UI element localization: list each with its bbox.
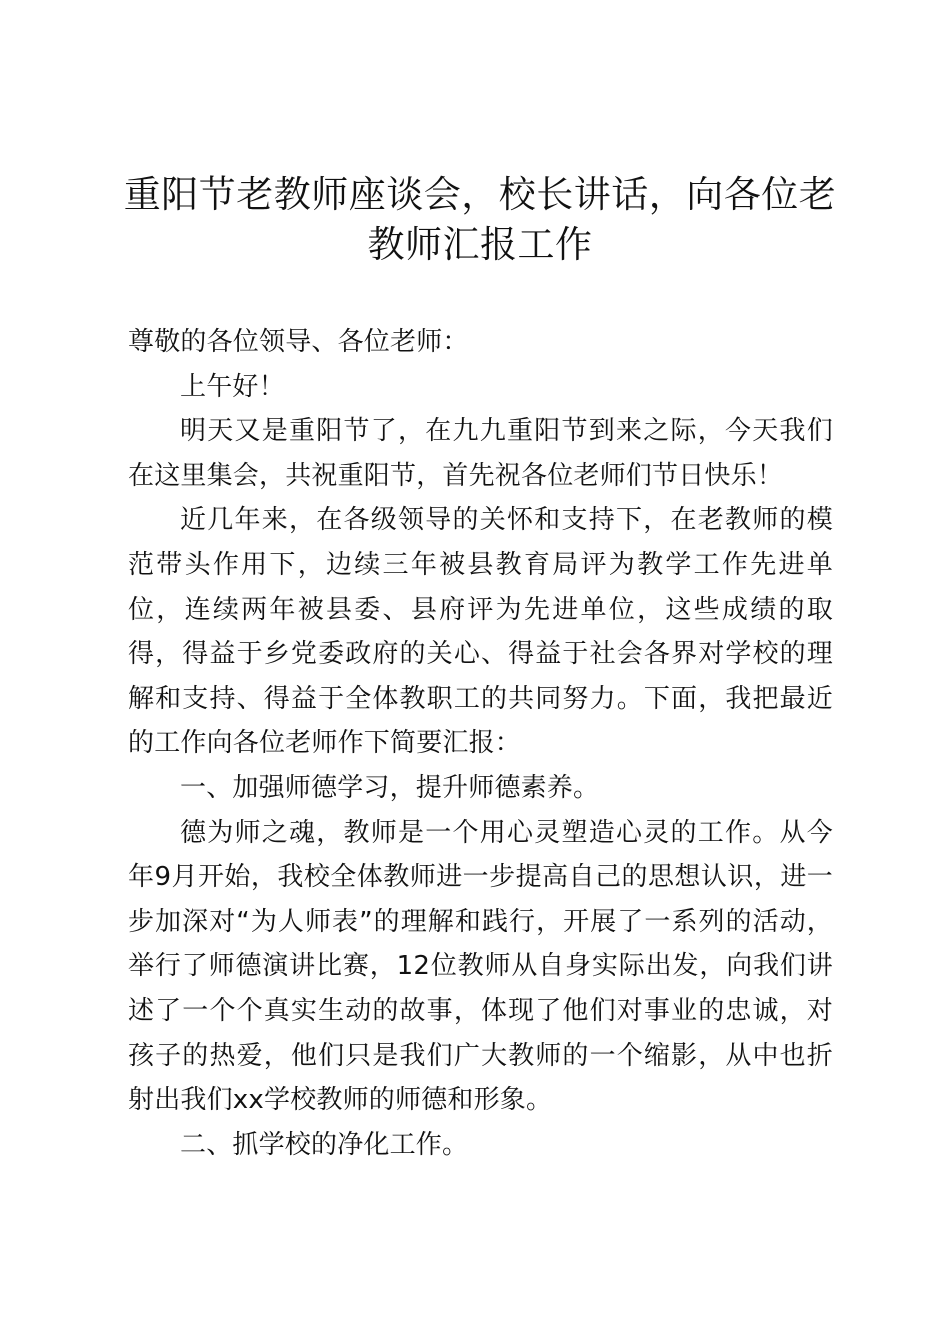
section-heading-1: 一、加强师德学习，提升师德素养。 — [180, 772, 600, 803]
achievements-paragraph: 近几年来，在各级领导的关怀和支持下，在老教师的模范带头作用下，边续三年被县教育局评为教学工作先进单位，连续两年被县委、县府评为先进单位，这些成绩的取得，得益于乡党委政府的关心、得益于社会各界对学校的理解和支持、得益于全体教职工的共同努力。下面，我把最近的工作向各位老师作下简要汇报： — [128, 505, 833, 759]
document-body — [128, 320, 833, 1167]
greeting-paragraph: 上午好！ — [180, 371, 285, 402]
salutation: 尊敬的各位领导、各位老师： — [128, 327, 469, 357]
ethics-paragraph: 德为师之魂，教师是一个用心灵塑造心灵的工作。从今年9月开始，我校全体教师进一步提高自己的思想认识，进一步加深对“为人师表”的理解和践行，开展了一系列的活动，举行了师德演讲比赛，12位教师从自身实际出发，向我们讲述了一个个真实生动的故事，体现了他们对事业的忠诚，对孩子的热爱，他们只是我们广大教师的一个缩影，从中也折射出我们xx学校教师的师德和形象。 — [128, 817, 833, 1116]
document-title: 重阳节老教师座谈会，校长讲话，向各位老教师汇报工作 — [123, 173, 837, 266]
intro-paragraph: 明天又是重阳节了，在九九重阳节到来之际，今天我们在这里集会，共祝重阳节，首先祝各位老师们节日快乐！ — [128, 416, 833, 491]
section-heading-2: 二、抓学校的净化工作。 — [180, 1129, 469, 1160]
